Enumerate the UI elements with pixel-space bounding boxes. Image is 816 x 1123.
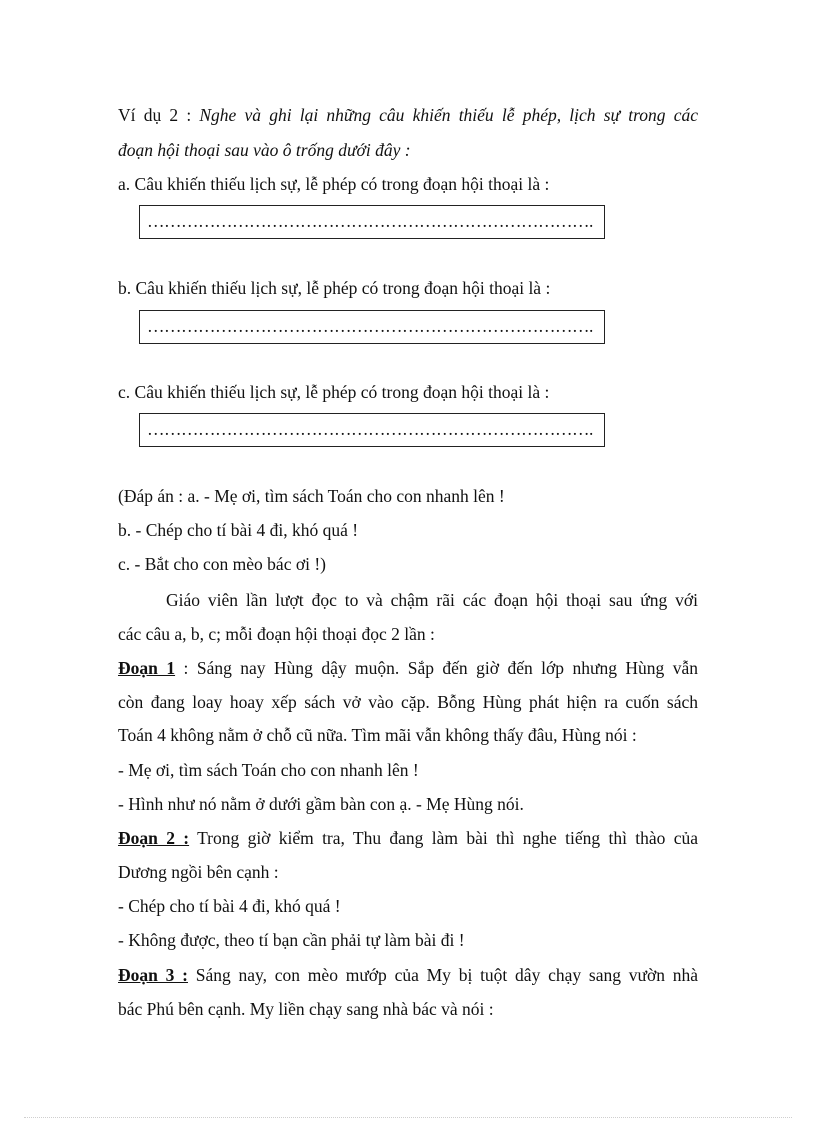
- example-instruction-2: đoạn hội thoại sau vào ô trống dưới đây :: [118, 140, 411, 160]
- passage-2-text-1: Trong giờ kiểm tra, Thu đang làm bài thì nghe tiếng thì thào của: [189, 828, 698, 848]
- question-c-answer-box[interactable]: …………………………………………………………………….: [139, 413, 605, 447]
- example-label: Ví dụ 2 :: [118, 105, 200, 125]
- passage-3-line-1: [118, 964, 698, 986]
- answer-c: c. - Bắt cho con mèo bác ơi !): [118, 554, 326, 574]
- answer-a: (Đáp án : a. - Mẹ ơi, tìm sách Toán cho con nhanh lên !: [118, 486, 505, 506]
- passage-3-label: Đoạn 3 :: [118, 965, 188, 985]
- answer-b: b. - Chép cho tí bài 4 đi, khó quá !: [118, 520, 359, 540]
- example-line-1: [118, 104, 698, 126]
- passage-2-line-4: - Không được, theo tí bạn cần phải tự làm bài đi !: [118, 930, 465, 950]
- passage-2-line-1: [118, 827, 698, 849]
- passage-1-line-3: Toán 4 không nằm ở chỗ cũ nữa. Tìm mãi vẫn không thấy đâu, Hùng nói :: [118, 725, 637, 745]
- passage-1-text-1: : Sáng nay Hùng dậy muộn. Sắp đến giờ đến lớp nhưng Hùng vẫn: [175, 658, 698, 678]
- teacher-instruction-1: Giáo viên lần lượt đọc to và chậm rãi các đoạn hội thoại sau ứng với: [166, 590, 698, 610]
- page-bottom-divider: [24, 1117, 792, 1118]
- passage-1-line-2: còn đang loay hoay xếp sách vở vào cặp. Bỗng Hùng phát hiện ra cuốn sách: [118, 692, 698, 712]
- example-instruction-1: Nghe và ghi lại những câu khiến thiếu lễ phép, lịch sự trong các: [199, 105, 698, 125]
- question-b-answer-box[interactable]: …………………………………………………………………….: [139, 310, 605, 344]
- passage-1-line-5: - Hình như nó nằm ở dưới gầm bàn con ạ. - Mẹ Hùng nói.: [118, 794, 524, 814]
- passage-2-line-2: Dương ngồi bên cạnh :: [118, 862, 279, 882]
- passage-2-line-3: - Chép cho tí bài 4 đi, khó quá !: [118, 896, 341, 916]
- passage-3-line-2: bác Phú bên cạnh. My liền chạy sang nhà bác và nói :: [118, 999, 494, 1019]
- question-a-prompt: a. Câu khiến thiếu lịch sự, lễ phép có trong đoạn hội thoại là :: [118, 174, 550, 194]
- passage-1-line-4: - Mẹ ơi, tìm sách Toán cho con nhanh lên !: [118, 760, 419, 780]
- question-c-prompt: c. Câu khiến thiếu lịch sự, lễ phép có trong đoạn hội thoại là :: [118, 382, 550, 402]
- passage-3-text-1: Sáng nay, con mèo mướp của My bị tuột dây chạy sang vườn nhà: [187, 965, 698, 985]
- passage-1-line-1: [118, 657, 698, 679]
- teacher-instruction-2: các câu a, b, c; mỗi đoạn hội thoại đọc 2 lần :: [118, 624, 435, 644]
- question-a-answer-box[interactable]: …………………………………………………………………….: [139, 205, 605, 239]
- passage-2-label: Đoạn 2 :: [118, 828, 190, 848]
- question-b-prompt: b. Câu khiến thiếu lịch sự, lễ phép có trong đoạn hội thoại là :: [118, 278, 551, 298]
- passage-1-label: Đoạn 1: [118, 658, 176, 678]
